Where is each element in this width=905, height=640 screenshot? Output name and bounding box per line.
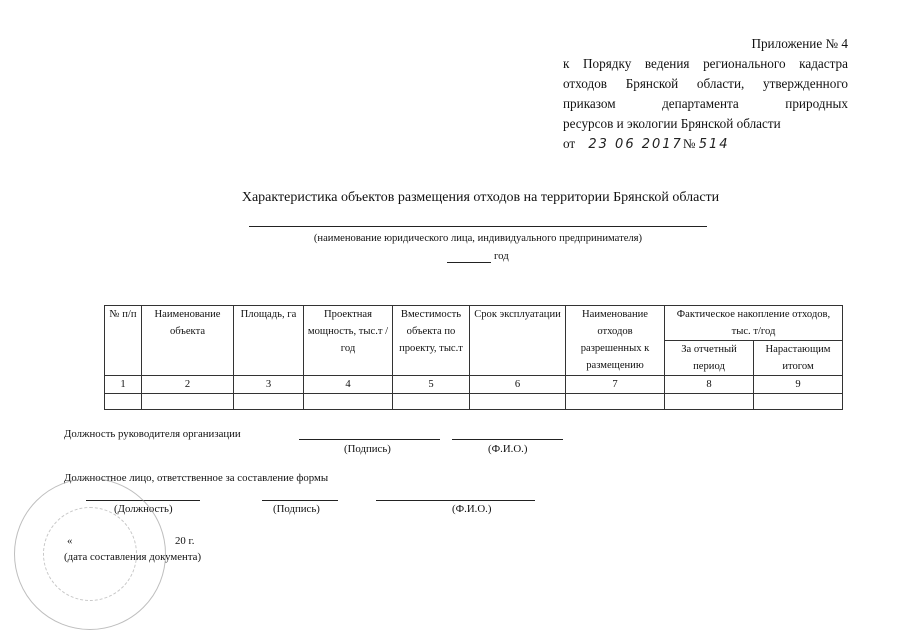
header-total: Нарастающим итогом	[754, 341, 843, 376]
head-signature-line	[299, 439, 440, 440]
year-line	[447, 262, 491, 263]
header-num: № п/п	[105, 306, 142, 376]
empty-cell	[470, 394, 566, 410]
document-title: Характеристика объектов размещения отходов на территории Брянской области	[241, 190, 720, 205]
empty-cell	[393, 394, 470, 410]
table-row	[105, 394, 843, 410]
appendix-line: приказом департамента природных	[563, 96, 848, 111]
stamp-seal	[14, 478, 166, 630]
entity-name-line	[249, 226, 707, 227]
responsible-label: Должностное лицо, ответственное за составление формы	[64, 472, 329, 484]
handwritten-number: 514	[698, 137, 730, 152]
header-capacity: Проектная мощность, тыс.т / год	[304, 306, 393, 376]
column-number: 7	[566, 376, 665, 394]
head-fio-line	[452, 439, 563, 440]
header-area: Площадь, га	[234, 306, 304, 376]
from-label: от	[563, 136, 576, 151]
header-period: За отчетный период	[665, 341, 754, 376]
header-volume: Вместимость объекта по проекту, тыс.т	[393, 306, 470, 376]
header-waste: Наименование отходов разрешенных к размещению	[566, 306, 665, 376]
responsible-signature-line	[262, 500, 338, 501]
empty-cell	[105, 394, 142, 410]
position-caption: (Должность)	[114, 503, 173, 515]
empty-cell	[234, 394, 304, 410]
column-number: 4	[304, 376, 393, 394]
empty-cell	[142, 394, 234, 410]
column-number: 5	[393, 376, 470, 394]
date-year: 20 г.	[175, 535, 195, 547]
appendix-line: отходов Брянской области, утвержденного	[563, 76, 848, 91]
column-number: 3	[234, 376, 304, 394]
column-number: 9	[754, 376, 843, 394]
appendix-number: Приложение № 4	[751, 36, 848, 51]
empty-cell	[665, 394, 754, 410]
header-actual: Фактическое накопление отходов, тыс. т/год	[665, 306, 843, 341]
column-number: 6	[470, 376, 566, 394]
appendix-date-line	[563, 134, 848, 155]
number-label: №	[682, 136, 696, 151]
column-number: 1	[105, 376, 142, 394]
year-label: год	[494, 250, 509, 262]
signature-caption: (Подпись)	[273, 503, 320, 515]
waste-objects-table	[104, 305, 843, 410]
table-row	[105, 376, 843, 394]
column-number: 2	[142, 376, 234, 394]
fio-caption: (Ф.И.О.)	[488, 443, 528, 455]
empty-cell	[754, 394, 843, 410]
empty-cell	[304, 394, 393, 410]
entity-caption: (наименование юридического лица, индивидуального предпринимателя)	[313, 233, 643, 244]
handwritten-date: 23 06 2017	[588, 137, 683, 152]
date-quote: «	[67, 535, 73, 547]
column-number: 8	[665, 376, 754, 394]
appendix-line: к Порядку ведения регионального кадастра	[563, 56, 848, 71]
header-name: Наименование объекта	[142, 306, 234, 376]
appendix-header	[563, 34, 848, 155]
responsible-fio-line	[376, 500, 535, 501]
appendix-line: ресурсов и экологии Брянской области	[563, 116, 781, 131]
date-caption: (дата составления документа)	[64, 551, 202, 563]
fio-caption: (Ф.И.О.)	[452, 503, 492, 515]
signature-caption: (Подпись)	[344, 443, 391, 455]
empty-cell	[566, 394, 665, 410]
header-term: Срок эксплуатации	[470, 306, 566, 376]
head-position-label: Должность руководителя организации	[64, 428, 241, 440]
